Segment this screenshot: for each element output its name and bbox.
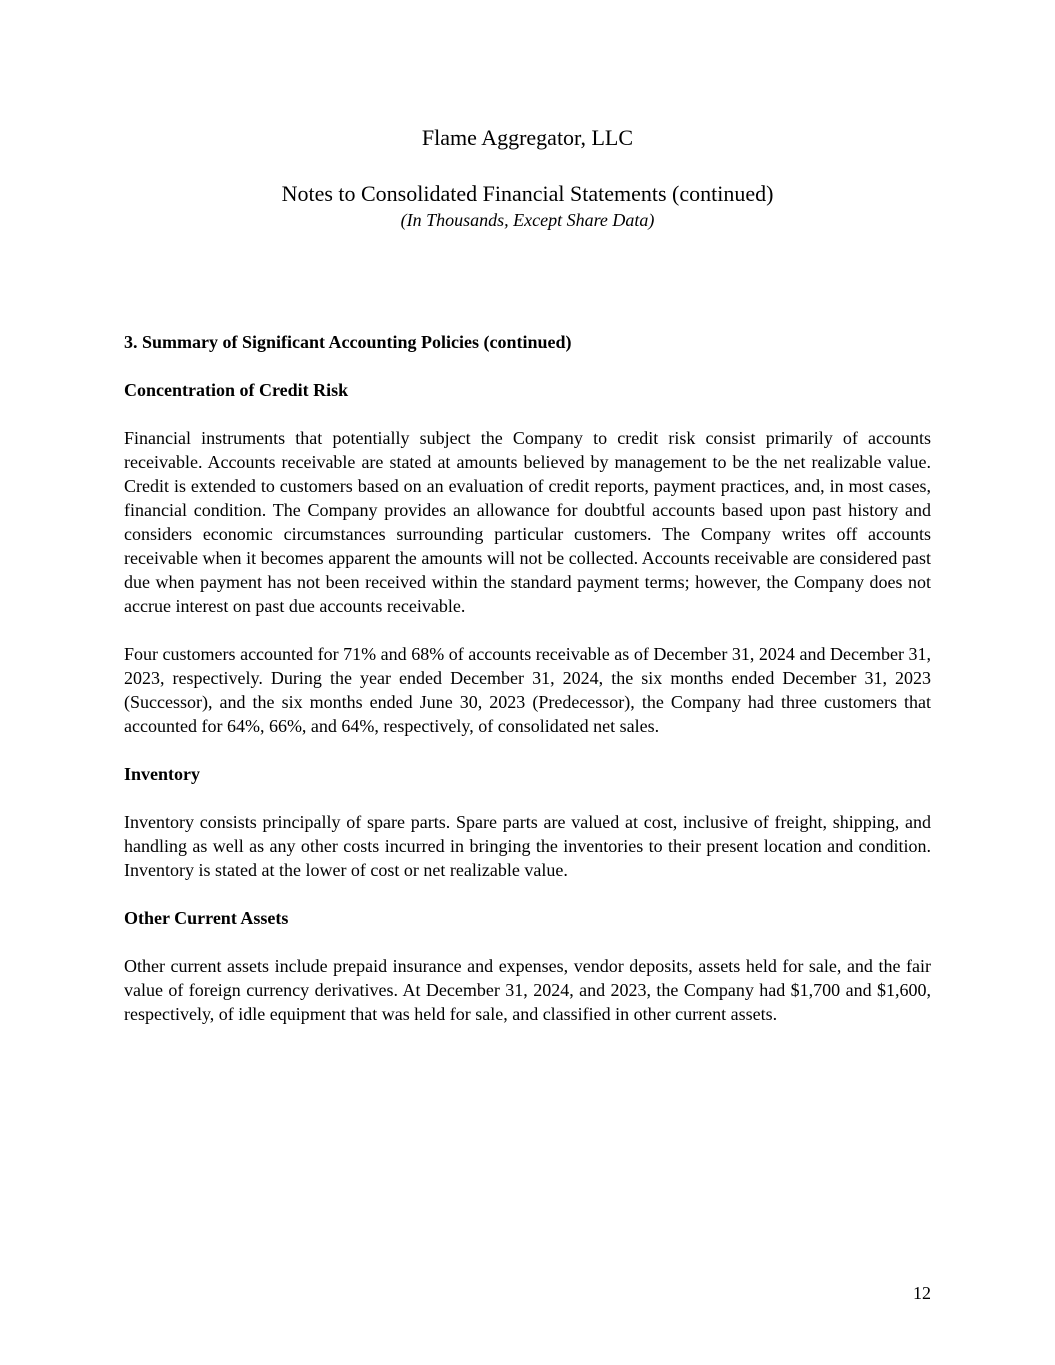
document-body bbox=[124, 330, 931, 1050]
inventory-heading: Inventory bbox=[124, 764, 200, 784]
credit-risk-paragraph-2: Four customers accounted for 71% and 68% of accounts receivable as of December 31, 2024 and December 31, 2023, respectively. During the year ended December 31, 2024, the six months ended December 31, 2023 (Successor), and the six months ended June 30, 2023 (Predecessor), the Company had three customers that accounted for 64%, 66%, and 64%, respectively, of consolidated net sales. bbox=[124, 644, 931, 736]
page-number: 12 bbox=[913, 1283, 931, 1303]
section-heading: 3. Summary of Significant Accounting Policies (continued) bbox=[124, 332, 572, 352]
other-current-assets-heading: Other Current Assets bbox=[124, 908, 289, 928]
credit-risk-paragraph-1: Financial instruments that potentially subject the Company to credit risk consist primarily of accounts receivable. Accounts receivable are stated at amounts believed by management to be the net realizable value. Credit is extended to customers based on an evaluation of credit reports, payment practices, and, in most cases, financial condition. The Company provides an allowance for doubtful accounts based upon past history and considers economic circumstances surrounding particular customers. The Company writes off accounts receivable when it becomes apparent the amounts will not be collected. Accounts receivable are considered past due when payment has not been received within the standard payment terms; however, the Company does not accrue interest on past due accounts receivable. bbox=[124, 428, 931, 616]
inventory-paragraph: Inventory consists principally of spare parts. Spare parts are valued at cost, inclusive of freight, shipping, and handling as well as any other costs incurred in bringing the inventories to their present location and condition. Inventory is stated at the lower of cost or net realizable value. bbox=[124, 812, 931, 880]
credit-risk-heading: Concentration of Credit Risk bbox=[124, 380, 349, 400]
company-name: Flame Aggregator, LLC bbox=[421, 125, 634, 150]
other-current-assets-paragraph: Other current assets include prepaid insurance and expenses, vendor deposits, assets held for sale, and the fair value of foreign currency derivatives. At December 31, 2024, and 2023, the Company had $1,700 and $1,600, respectively, of idle equipment that was held for sale, and classified in other current assets. bbox=[124, 956, 931, 1024]
document-subtitle: (In Thousands, Except Share Data) bbox=[400, 210, 655, 230]
document-title: Notes to Consolidated Financial Statements (continued) bbox=[281, 181, 774, 206]
